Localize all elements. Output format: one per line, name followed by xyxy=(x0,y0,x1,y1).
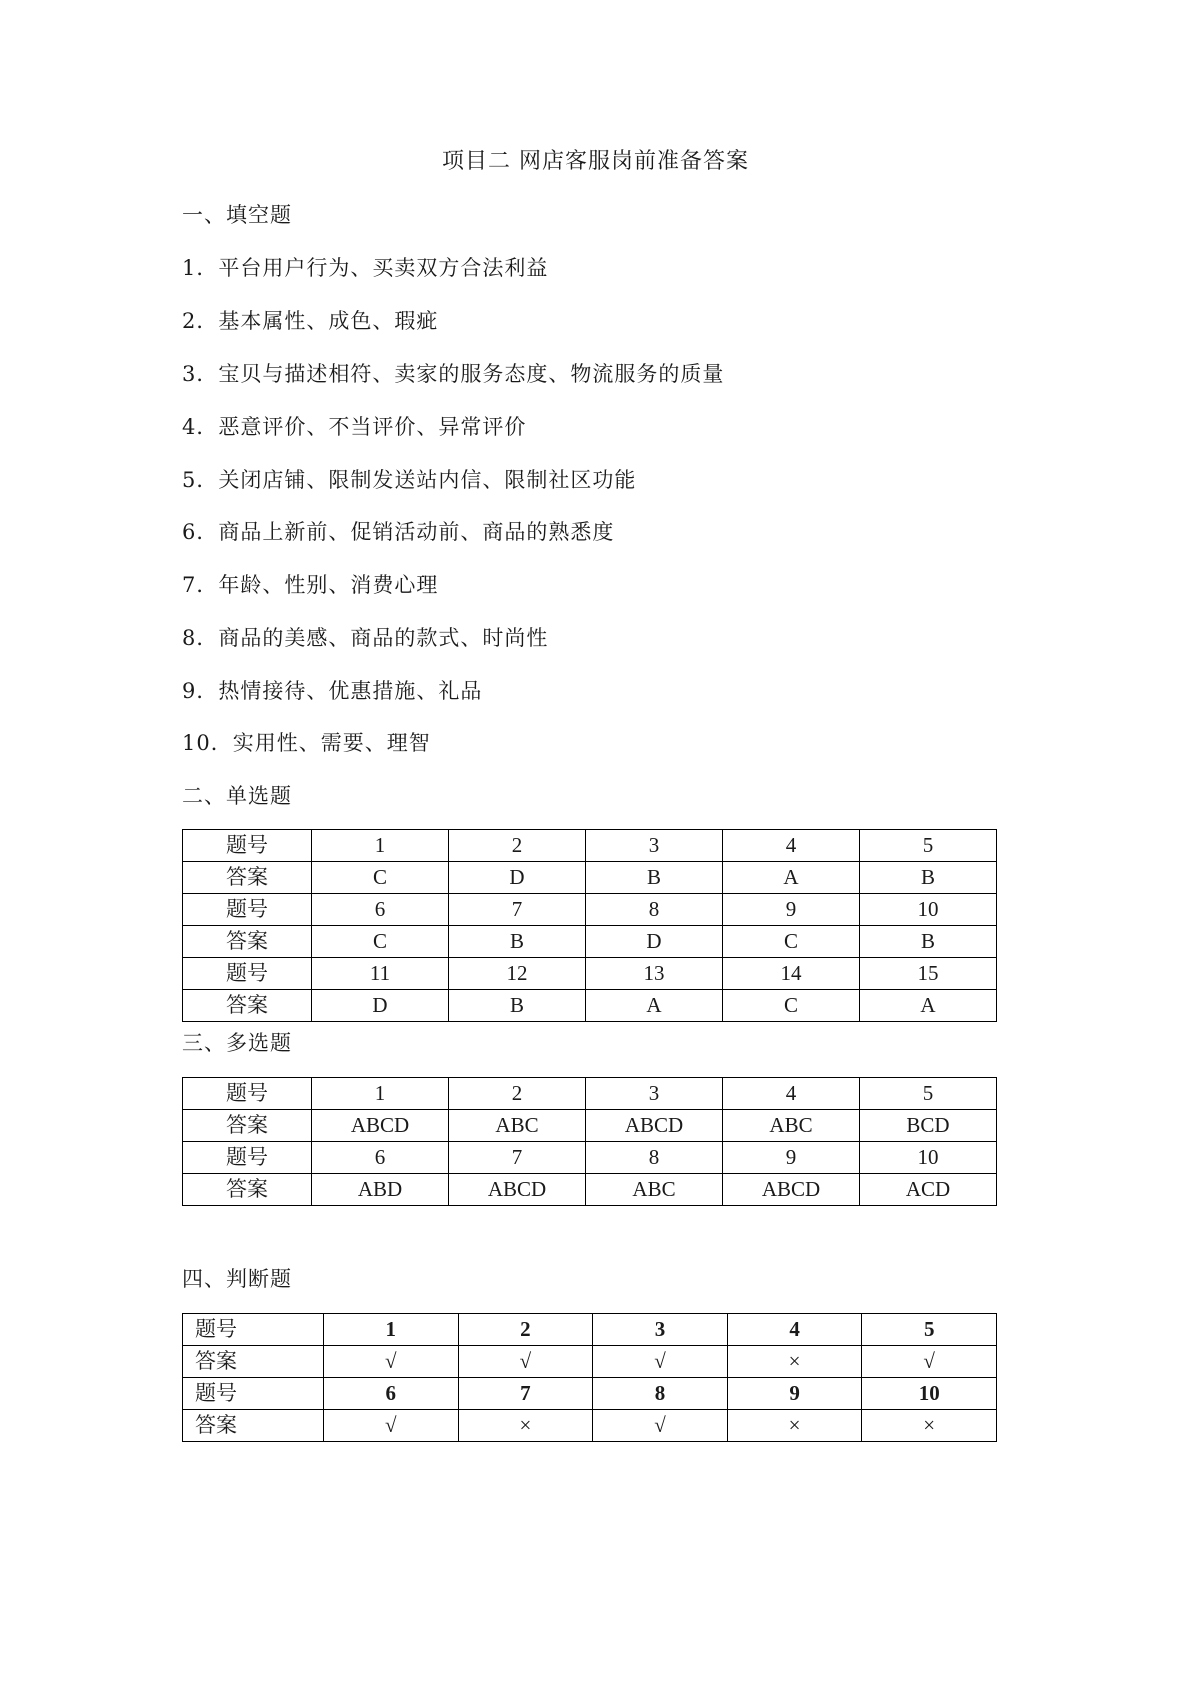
table-cell: C xyxy=(723,990,860,1022)
table-cell: 9 xyxy=(727,1378,862,1410)
row-label: 题号 xyxy=(183,1314,324,1346)
table-cell: 7 xyxy=(458,1378,593,1410)
table-cell: A xyxy=(860,990,997,1022)
row-label: 答案 xyxy=(183,990,312,1022)
table-cell: 11 xyxy=(312,958,449,990)
table-row xyxy=(183,1110,997,1142)
table-cell: ABD xyxy=(312,1174,449,1206)
table-cell: × xyxy=(727,1346,862,1378)
table-cell: × xyxy=(862,1410,997,1442)
table-cell: 4 xyxy=(723,1078,860,1110)
row-label: 答案 xyxy=(183,862,312,894)
table-row xyxy=(183,862,997,894)
row-label: 题号 xyxy=(183,958,312,990)
table-cell: ABCD xyxy=(723,1174,860,1206)
table-cell: 3 xyxy=(593,1314,728,1346)
table-cell: B xyxy=(449,990,586,1022)
section-heading-multiple-choice: 三、多选题 xyxy=(182,1031,292,1055)
table-cell: A xyxy=(586,990,723,1022)
table-row xyxy=(183,990,997,1022)
table-cell: 3 xyxy=(586,830,723,862)
table-cell: B xyxy=(860,926,997,958)
row-label: 答案 xyxy=(183,1410,324,1442)
table-row xyxy=(183,1174,997,1206)
table-cell: 4 xyxy=(723,830,860,862)
table-row xyxy=(183,830,997,862)
row-label: 答案 xyxy=(183,1346,324,1378)
row-label: 题号 xyxy=(183,1142,312,1174)
table-cell: 6 xyxy=(312,894,449,926)
table-row xyxy=(183,958,997,990)
fill-blank-item-7: 7．年龄、性别、消费心理 xyxy=(182,573,439,597)
row-label: 题号 xyxy=(183,830,312,862)
single-choice-table xyxy=(182,829,997,1022)
table-cell: B xyxy=(449,926,586,958)
table-cell: 9 xyxy=(723,1142,860,1174)
table-cell: √ xyxy=(458,1346,593,1378)
table-cell: ABCD xyxy=(312,1110,449,1142)
table-cell: 3 xyxy=(586,1078,723,1110)
table-cell: 1 xyxy=(312,830,449,862)
section-heading-single-choice: 二、单选题 xyxy=(182,784,292,808)
fill-blank-item-1: 1．平台用户行为、买卖双方合法利益 xyxy=(182,256,549,280)
table-cell: D xyxy=(586,926,723,958)
table-cell: D xyxy=(449,862,586,894)
table-row xyxy=(183,1378,997,1410)
row-label: 答案 xyxy=(183,926,312,958)
table-cell: 14 xyxy=(723,958,860,990)
table-cell: ABC xyxy=(723,1110,860,1142)
fill-blank-item-2: 2．基本属性、成色、瑕疵 xyxy=(182,309,439,333)
section-heading-fill-blank: 一、填空题 xyxy=(182,203,292,227)
table-cell: A xyxy=(723,862,860,894)
table-cell: 1 xyxy=(312,1078,449,1110)
table-cell: 13 xyxy=(586,958,723,990)
table-cell: × xyxy=(458,1410,593,1442)
table-cell: ABCD xyxy=(586,1110,723,1142)
fill-blank-item-6: 6．商品上新前、促销活动前、商品的熟悉度 xyxy=(182,520,615,544)
row-label: 答案 xyxy=(183,1174,312,1206)
table-cell: D xyxy=(312,990,449,1022)
table-cell: 5 xyxy=(862,1314,997,1346)
table-row xyxy=(183,1142,997,1174)
multiple-choice-table xyxy=(182,1077,997,1206)
table-cell: 7 xyxy=(449,1142,586,1174)
fill-blank-item-8: 8．商品的美感、商品的款式、时尚性 xyxy=(182,626,549,650)
table-cell: √ xyxy=(593,1410,728,1442)
table-cell: 4 xyxy=(727,1314,862,1346)
table-cell: 2 xyxy=(449,830,586,862)
table-cell: ABC xyxy=(586,1174,723,1206)
fill-blank-item-3: 3．宝贝与描述相符、卖家的服务态度、物流服务的质量 xyxy=(182,362,725,386)
row-label: 题号 xyxy=(183,1078,312,1110)
table-cell: √ xyxy=(862,1346,997,1378)
table-cell: 10 xyxy=(862,1378,997,1410)
table-cell: × xyxy=(727,1410,862,1442)
fill-blank-item-4: 4．恶意评价、不当评价、异常评价 xyxy=(182,415,527,439)
section-heading-true-false: 四、判断题 xyxy=(182,1267,292,1291)
table-cell: C xyxy=(723,926,860,958)
table-cell: 2 xyxy=(458,1314,593,1346)
table-cell: 7 xyxy=(449,894,586,926)
fill-blank-item-5: 5．关闭店铺、限制发送站内信、限制社区功能 xyxy=(182,468,637,492)
table-row xyxy=(183,1314,997,1346)
fill-blank-item-9: 9．热情接待、优惠措施、礼品 xyxy=(182,679,483,703)
row-label: 答案 xyxy=(183,1110,312,1142)
table-cell: 9 xyxy=(723,894,860,926)
table-cell: ABC xyxy=(449,1110,586,1142)
table-cell: B xyxy=(860,862,997,894)
table-cell: 2 xyxy=(449,1078,586,1110)
table-cell: 8 xyxy=(586,894,723,926)
table-cell: 1 xyxy=(324,1314,459,1346)
table-cell: 8 xyxy=(593,1378,728,1410)
table-cell: 6 xyxy=(312,1142,449,1174)
fill-blank-item-10: 10．实用性、需要、理智 xyxy=(182,731,431,755)
table-cell: √ xyxy=(324,1410,459,1442)
table-cell: √ xyxy=(324,1346,459,1378)
table-row xyxy=(183,1346,997,1378)
table-row xyxy=(183,1410,997,1442)
page-title: 项目二 网店客服岗前准备答案 xyxy=(442,149,749,174)
table-cell: C xyxy=(312,926,449,958)
table-cell: √ xyxy=(593,1346,728,1378)
true-false-table xyxy=(182,1313,997,1442)
table-cell: 5 xyxy=(860,830,997,862)
table-cell: C xyxy=(312,862,449,894)
table-row xyxy=(183,894,997,926)
table-cell: 8 xyxy=(586,1142,723,1174)
row-label: 题号 xyxy=(183,1378,324,1410)
table-cell: B xyxy=(586,862,723,894)
row-label: 题号 xyxy=(183,894,312,926)
table-cell: 6 xyxy=(324,1378,459,1410)
table-row xyxy=(183,926,997,958)
table-cell: BCD xyxy=(860,1110,997,1142)
table-row xyxy=(183,1078,997,1110)
table-cell: 10 xyxy=(860,894,997,926)
table-cell: 10 xyxy=(860,1142,997,1174)
table-cell: 12 xyxy=(449,958,586,990)
table-cell: 5 xyxy=(860,1078,997,1110)
table-cell: ACD xyxy=(860,1174,997,1206)
table-cell: 15 xyxy=(860,958,997,990)
table-cell: ABCD xyxy=(449,1174,586,1206)
